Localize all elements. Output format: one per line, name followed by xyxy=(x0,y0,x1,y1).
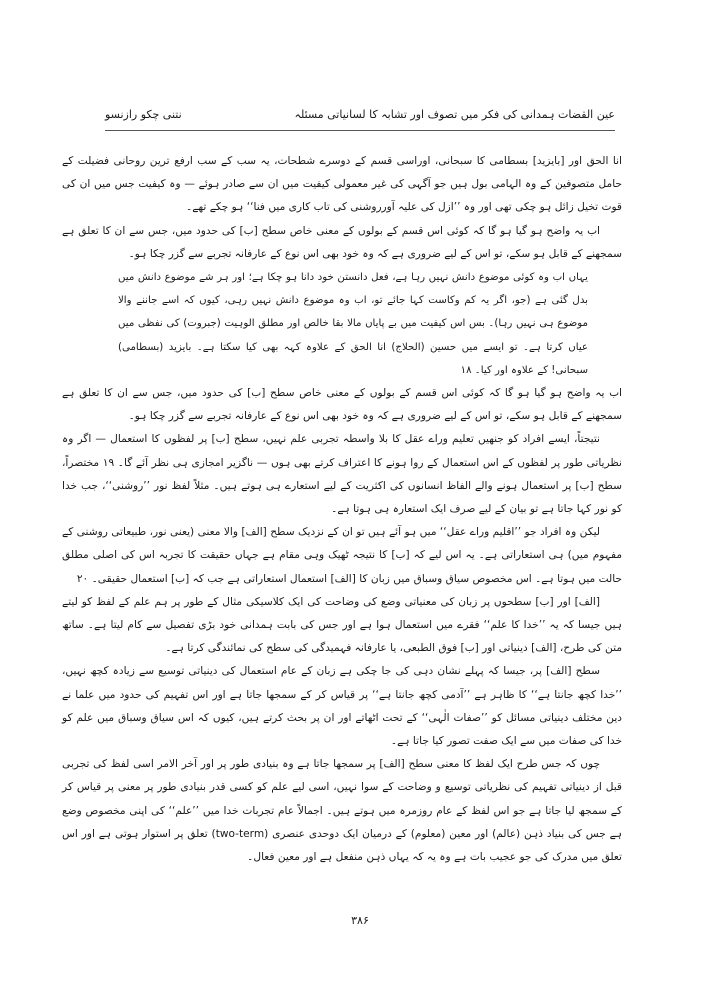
block-quote: یہاں اب وہ کوئی موضوع دانش نہیں رہا ہے، فعل دانستن خود دانا ہو چکا ہے؛ اور ہر شے موضوع دانش میں بدل گئی ہے (جو، اگر یہ کم وکاست کہا جائے تو، اب وہ موضوع دانش نہیں رہی، کیوں کہ اسے جاننے والا موضوع ہی نہیں رہا)۔ بس اس کیفیت میں بے پایاں مالا بقا خالص اور مطلق الوہیت (جبروت) کی نفظی میں عیاں کرتا ہے۔ تو ایسے میں حسین (الحلاج) انا الحق کے علاوہ کہہ بھی کیا سکتا ہے۔ بایزید (بسطامی) سبحانی! کے علاوہ اور کیا۔ ۱۸ xyxy=(118,272,588,376)
paragraph: اب یہ واضح ہو گیا ہو گا کہ کوئی اس قسم کے بولوں کے معنی خاص سطح [ب] کی حدود میں، جس سے ان کا تعلق ہے سمجھنے کے قابل ہو سکے، تو اس کے لیے ضروری ہے کہ وہ خود بھی اس نوع کے عارفانہ تجربے سے گزر چکا ہو۔ xyxy=(62,387,622,423)
paragraph: سطح [الف] پر، جیسا کہ پہلے نشان دہی کی جا چکی ہے زبان کے عام استعمال کی دینیاتی توسیع سے زیادہ کچھ نہیں، ’’خدا کچھ جانتا ہے‘‘ کا ظاہر ہے ’’آدمی کچھ جانتا ہے‘‘ پر قیاس کر کے سمجھا جاتا ہے اور اس تفہیم کی حدود میں علما نے دین مختلف دینیاتی مسائل کو ’’صفات الٰہی‘‘ کے تحت اٹھاتے اور ان پر بحث کرتے ہیں، کیوں کہ اس سیاق وسباق میں علم کو خدا کی صفات میں سے ایک صفت تصور کیا جاتا ہے۔ xyxy=(62,665,622,748)
paragraph: چوں کہ جس طرح ایک لفظ کا معنی سطح [الف] پر سمجھا جاتا ہے وہ بنیادی طور پر اور آخر الامر اسی لفظ کی تجربی قبل از دینیاتی تفہیم کی نظریاتی توسیع و وضاحت کے سوا نہیں، اسی لیے علم کو کسی قدر بنیادی طور پر معنی پر قیاس کر کے سمجھ لیا جاتا ہے جو اس لفظ کے عام روزمرہ میں ہوتے ہیں۔ اجمالاً عام تجربات خدا میں ’’علم‘‘ کی اپنی مخصوص وضع ہے جس کی بنیاد ذہن (عالم) اور معین (معلوم) کے درمیان ایک دوحدی عنصری (two-term) تعلق پر استوار ہوتی ہے اور اس تعلق میں مدرک کی جو عجیب بات ہے وہ یہ کہ یہاں ذہن منفعل ہے اور معین فعال۔ xyxy=(62,758,622,864)
paragraph: انا الحق اور [بایزید] بسطامی کا سبحانی، اوراسی قسم کے دوسرے شطحات، یہ سب کے سب ارفع ترین روحانی فضیلت کے حامل متصوفین کے وہ الہامی بول ہیں جو آگہی کی غیر معمولی کیفیت میں ان سے صادر ہوئے — وہ کیفیت جس میں ان کی قوت تخیل زائل ہو چکی تھی اور وہ ’’ازل کی علیہ آورروشنی کی تاب کاری میں فنا‘‘ ہو چکے تھے۔ xyxy=(62,155,622,214)
page-number: ۳۸۶ xyxy=(351,914,369,927)
paragraph: لیکن وہ افراد جو ’’اقلیم وراے عقل‘‘ میں ہو آئے ہیں تو ان کے نزدیک سطح [الف] والا معنی (یعنی نور، طبیعاتی روشنی کے مفہوم میں) ہی استعاراتی ہے۔ یہ اس لیے کہ [ب] کا نتیجہ ٹھیک وہی مقام ہے جہاں حقیقت کا تجربہ اس کی اصلی مطلق حالت میں ہوتا ہے۔ اس مخصوص سیاق وسباق میں زبان کا [الف] استعمال استعاراتی ہے جب کہ [ب] استعمال حقیقی۔ ۲۰ xyxy=(62,526,622,585)
paragraph: [الف] اور [ب] سطحوں پر زبان کی معنیاتی وضع کی وضاحت کی ایک کلاسیکی مثال کے طور پر ہم علم کے لفظ کو لیتے ہیں جیسا کہ یہ ’’خدا کا علم‘‘ فقرے میں استعمال ہوا ہے اور جس کی بابت ہمدانی خود بڑی تفصیل سے کام لیتا ہے۔ ساتھ متن کی طرح، [الف] دینیاتی اور [ب] فوق الطبعی، یا عارفانہ فہمیدگی کی سطح کی نمائندگی کرتا ہے۔ xyxy=(62,595,622,655)
paragraph: نتیجتاً، ایسے افراد کو جنھیں تعلیم وراے عقل کا بلا واسطہ تجربی علم نہیں، سطح [ب] پر لفظوں کا استعمال — اگر وہ نظریاتی طور پر لفظوں کے اس استعمال کے روا ہونے کا اعتراف کرتے بھی ہوں — ناگزیر امجازی ہی نظر آئے گا۔ ۱۹ مختصراً، سطح [ب] پر استعمال ہونے والے الفاظ انسانوں کی اکثریت کے لیے استعارے ہی ہوتے ہیں۔ مثلاً لفظ نور ’’روشنی‘‘، جب خدا کو نور کہا جاتا ہے تو بیان کے لیے صرف ایک استعارہ ہی ہوتا ہے۔ xyxy=(62,433,622,516)
running-author: نتنی چکو رازنسو xyxy=(105,108,182,121)
body-text xyxy=(62,150,622,869)
paragraph: اب یہ واضح ہو گیا ہو گا کہ کوئی اس قسم کے بولوں کے معنی خاص سطح [ب] کی حدود میں، جس سے ان کا تعلق ہے سمجھنے کے قابل ہو سکے، تو اس کے لیے ضروری ہے کہ وہ خود بھی اس نوع کے عارفانہ تجربے سے گزر چکا ہو۔ xyxy=(62,224,622,260)
running-header xyxy=(105,104,615,131)
running-title: عین القضات ہمدانی کی فکر میں تصوف اور تشابہ کا لسانیاتی مسئلہ xyxy=(294,108,615,121)
